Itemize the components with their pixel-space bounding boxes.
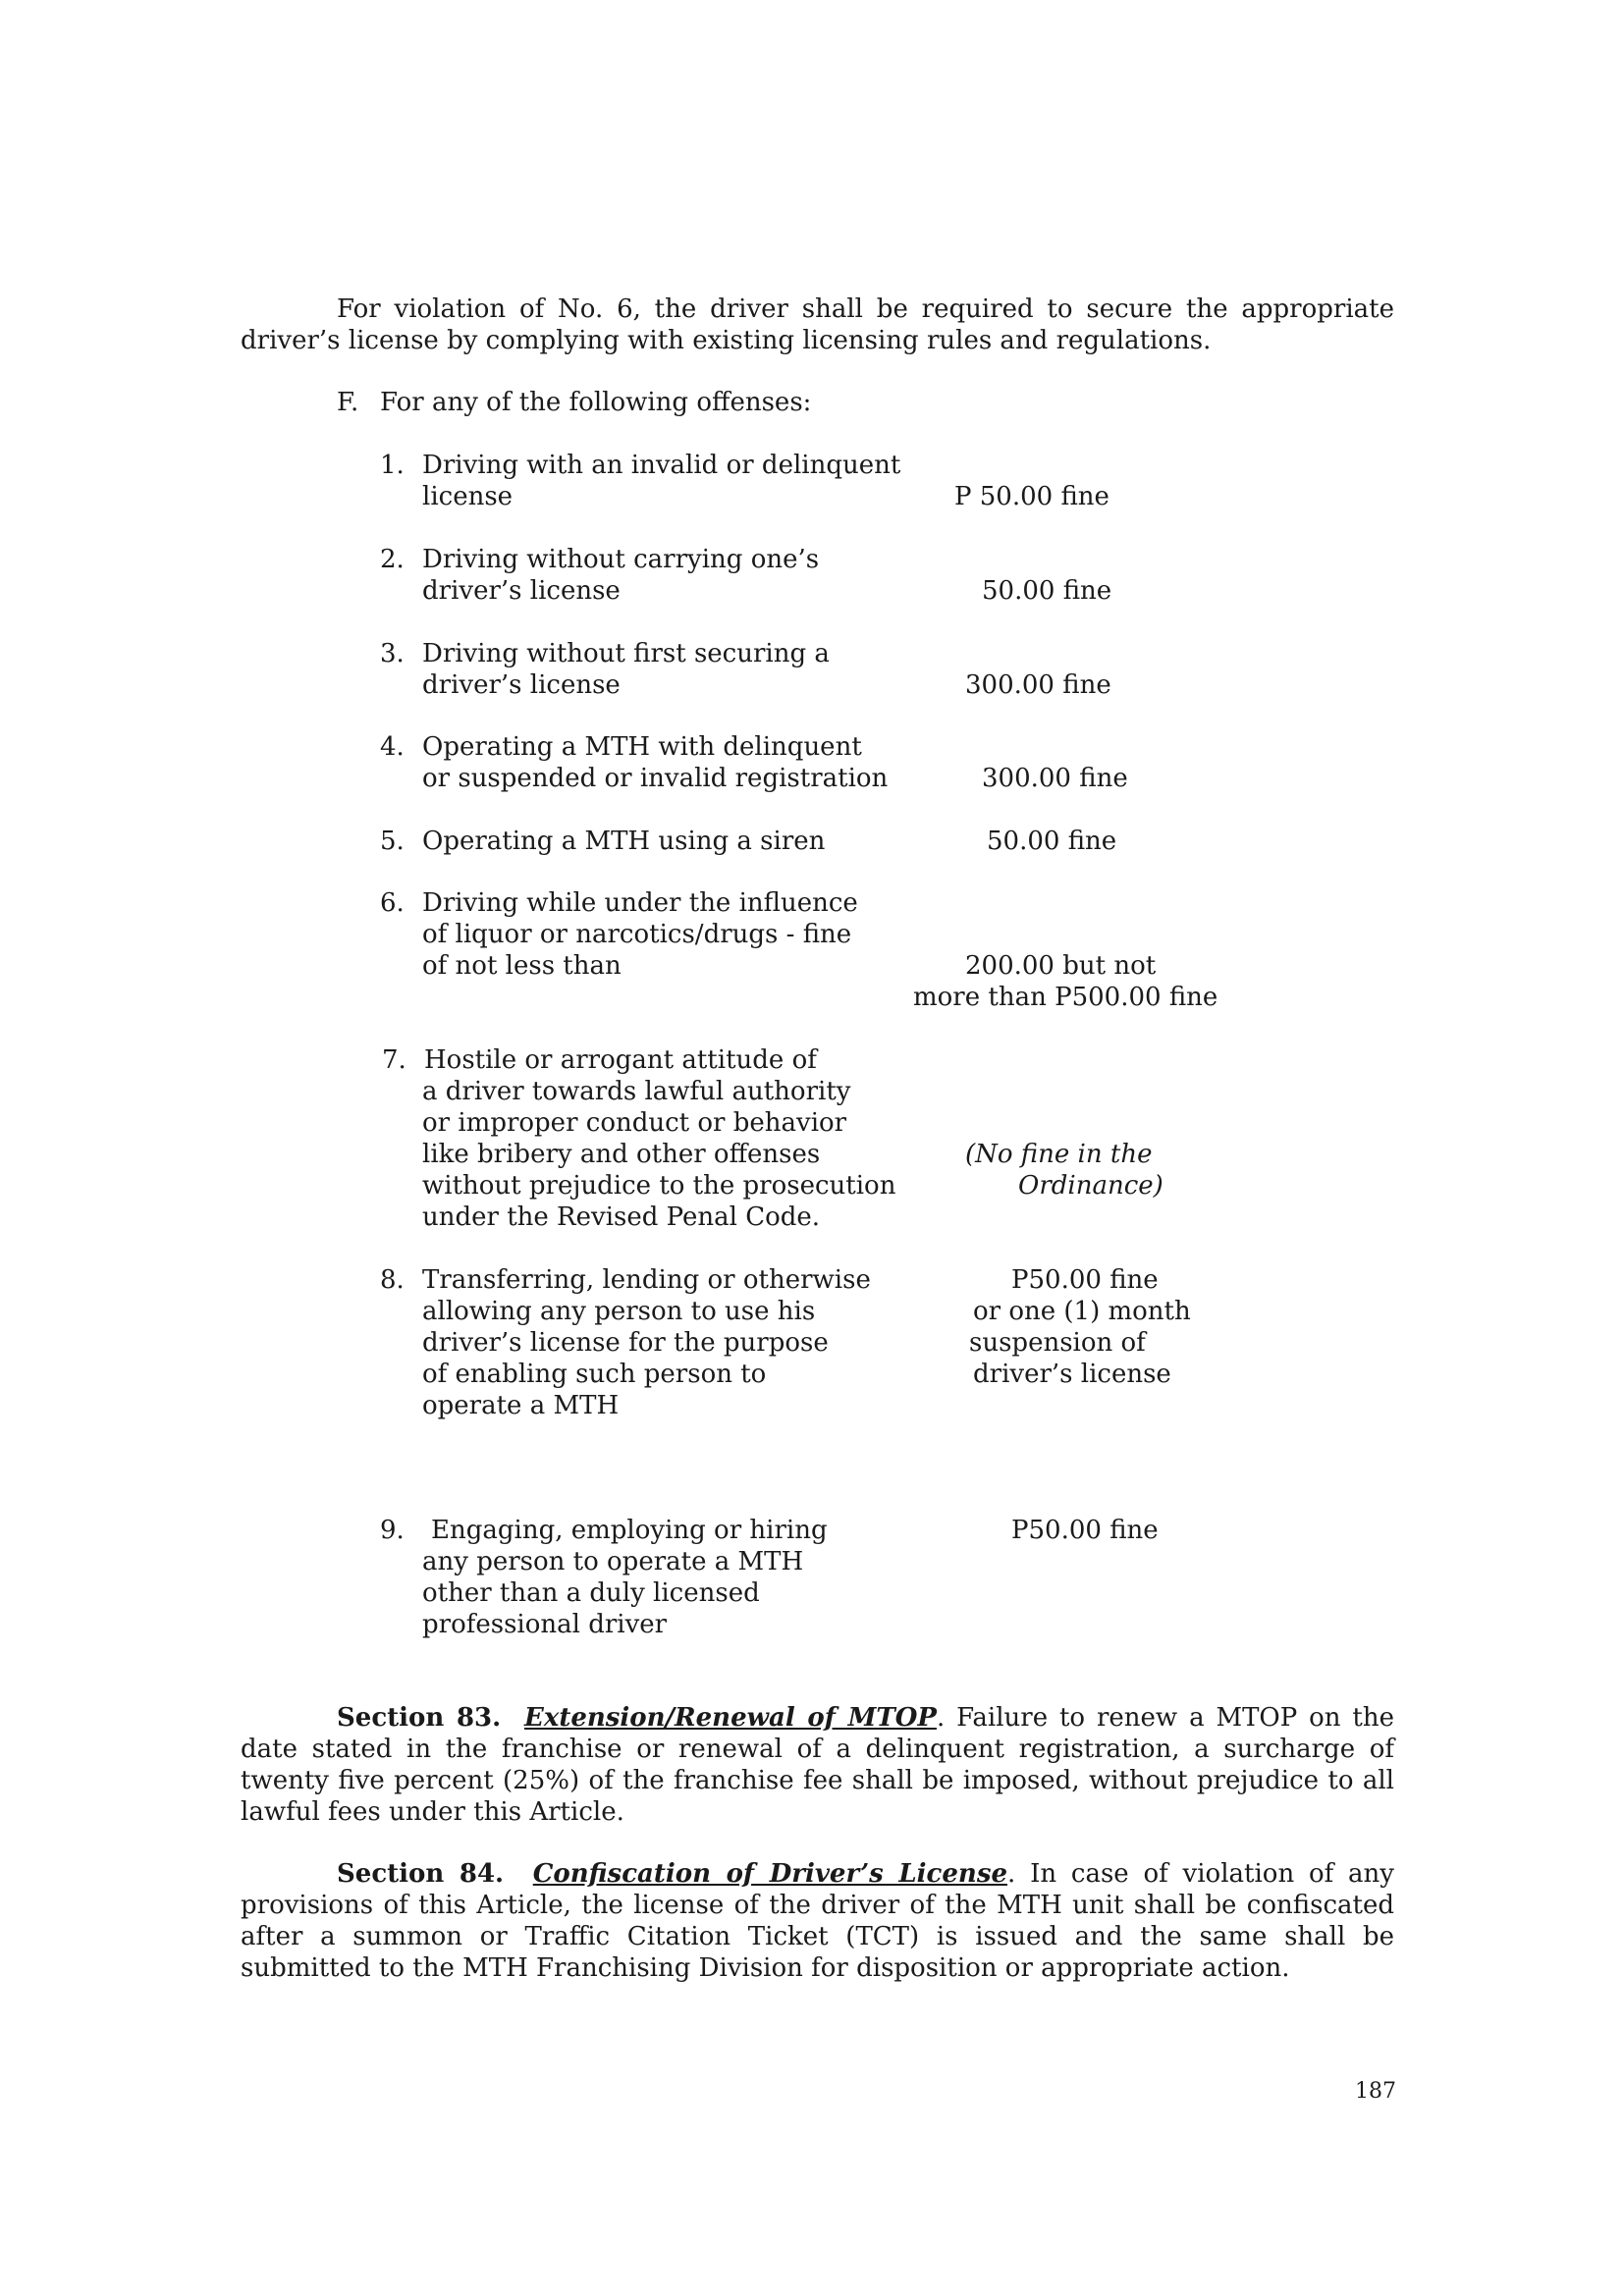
section-83-line-2: date stated in the franchise or renewal of a delinquent registration, a surcharge of — [241, 1735, 1394, 1764]
offense-9-desc-line: professional driver — [422, 1610, 668, 1639]
offense-1-number: 1. — [380, 451, 405, 480]
offense-6-desc-line: Driving while under the influence — [422, 888, 858, 918]
offense-7-desc-line: under the Revised Penal Code. — [422, 1202, 821, 1232]
offense-7-desc-line: without prejudice to the prosecution — [422, 1171, 896, 1201]
offense-4-desc-line: Operating a MTH with delinquent — [422, 732, 862, 762]
offense-7-desc-line: a driver towards lawful authority — [422, 1077, 851, 1106]
offense-6-desc-line: of liquor or narcotics/drugs - fine — [422, 920, 852, 949]
offense-4-number: 4. — [380, 732, 405, 762]
offense-8-fine: P50.00 fine — [1011, 1265, 1159, 1295]
section-f-heading: For any of the following offenses: — [380, 388, 812, 417]
section-83-line-4: lawful fees under this Article. — [241, 1797, 624, 1827]
offense-7-desc-line: like bribery and other offenses — [422, 1140, 821, 1169]
offense-8-desc-line: operate a MTH — [422, 1391, 620, 1420]
offense-6-number: 6. — [380, 888, 405, 918]
section-83-line-3: twenty five percent (25%) of the franchise fee shall be imposed, without prejudice to all — [241, 1766, 1394, 1795]
page-number: 187 — [1355, 2079, 1396, 2104]
section-83-line-1-rest: . Failure to renew a MTOP on the — [936, 1703, 1394, 1733]
offense-1-desc-line: Driving with an invalid or delinquent — [422, 451, 901, 480]
offense-2-number: 2. — [380, 545, 405, 574]
offense-9-fine: P50.00 fine — [1011, 1516, 1159, 1545]
intro-line-2: driver’s license by complying with existing licensing rules and regulations. — [241, 326, 1212, 355]
offense-3-desc-line: driver’s license — [422, 670, 621, 700]
offense-8-fine: driver’s license — [973, 1360, 1171, 1389]
section-84-line-1-rest: . In case of violation of any — [1007, 1859, 1394, 1889]
section-84-line-3: after a summon or Traffic Citation Ticket (TCT) is issued and the same shall be — [241, 1922, 1394, 1951]
offense-8-fine: suspension of — [969, 1328, 1146, 1358]
offense-7-desc-line: Hostile or arrogant attitude of — [424, 1045, 817, 1075]
section-84-line-2: provisions of this Article, the license of the driver of the MTH unit shall be confiscated — [241, 1891, 1394, 1920]
offense-7-desc-line: or improper conduct or behavior — [422, 1108, 847, 1138]
offense-6-desc-line: of not less than — [422, 951, 622, 981]
offense-6-fine: more than P500.00 fine — [913, 983, 1218, 1012]
offense-4-fine: 300.00 fine — [982, 764, 1128, 793]
offense-3-desc-line: Driving without first securing a — [422, 639, 830, 668]
offense-9-desc-line: other than a duly licensed — [422, 1578, 760, 1608]
section-83-title: Extension/Renewal of MTOP — [524, 1703, 937, 1733]
offense-4-desc-line: or suspended or invalid registration — [422, 764, 889, 793]
offense-8-fine: or one (1) month — [973, 1297, 1191, 1326]
offense-5-number: 5. — [380, 827, 405, 856]
section-f-letter: F. — [337, 388, 359, 417]
offense-9-desc-line: any person to operate a MTH — [422, 1547, 804, 1576]
offense-1-desc-line: license — [422, 482, 514, 511]
offense-3-fine: 300.00 fine — [965, 670, 1111, 700]
offense-5-desc-line: Operating a MTH using a siren — [422, 827, 826, 856]
offense-9-desc-line: Engaging, employing or hiring — [431, 1516, 828, 1545]
offense-8-desc-line: driver’s license for the purpose — [422, 1328, 829, 1358]
offense-8-number: 8. — [380, 1265, 405, 1295]
section-83-line-1 — [337, 1705, 1394, 1731]
offense-8-desc-line: allowing any person to use his — [422, 1297, 816, 1326]
offense-7-fine: Ordinance) — [1018, 1171, 1163, 1201]
offense-2-desc-line: Driving without carrying one’s — [422, 545, 820, 574]
offense-8-desc-line: of enabling such person to — [422, 1360, 767, 1389]
offense-9-number: 9. — [380, 1516, 405, 1545]
offense-6-fine: 200.00 but not — [965, 951, 1157, 981]
offense-2-desc-line: driver’s license — [422, 576, 621, 606]
offense-5-fine: 50.00 fine — [987, 827, 1117, 856]
intro-line-1: For violation of No. 6, the driver shall be required to secure the appropriate — [337, 294, 1394, 324]
offense-2-fine: 50.00 fine — [982, 576, 1112, 606]
section-84-line-4: submitted to the MTH Franchising Division for disposition or appropriate action. — [241, 1953, 1290, 1983]
offense-7-fine: (No fine in the — [965, 1140, 1153, 1169]
offense-8-desc-line: Transferring, lending or otherwise — [422, 1265, 871, 1295]
section-84-title: Confiscation of Driver’s License — [532, 1859, 1008, 1889]
offense-3-number: 3. — [380, 639, 405, 668]
offense-1-fine: P 50.00 fine — [954, 482, 1109, 511]
section-84-line-1 — [337, 1861, 1394, 1887]
section-83-label: Section 83. — [337, 1703, 502, 1733]
section-84-label: Section 84. — [337, 1859, 505, 1889]
offense-7-number: 7. — [382, 1045, 406, 1075]
